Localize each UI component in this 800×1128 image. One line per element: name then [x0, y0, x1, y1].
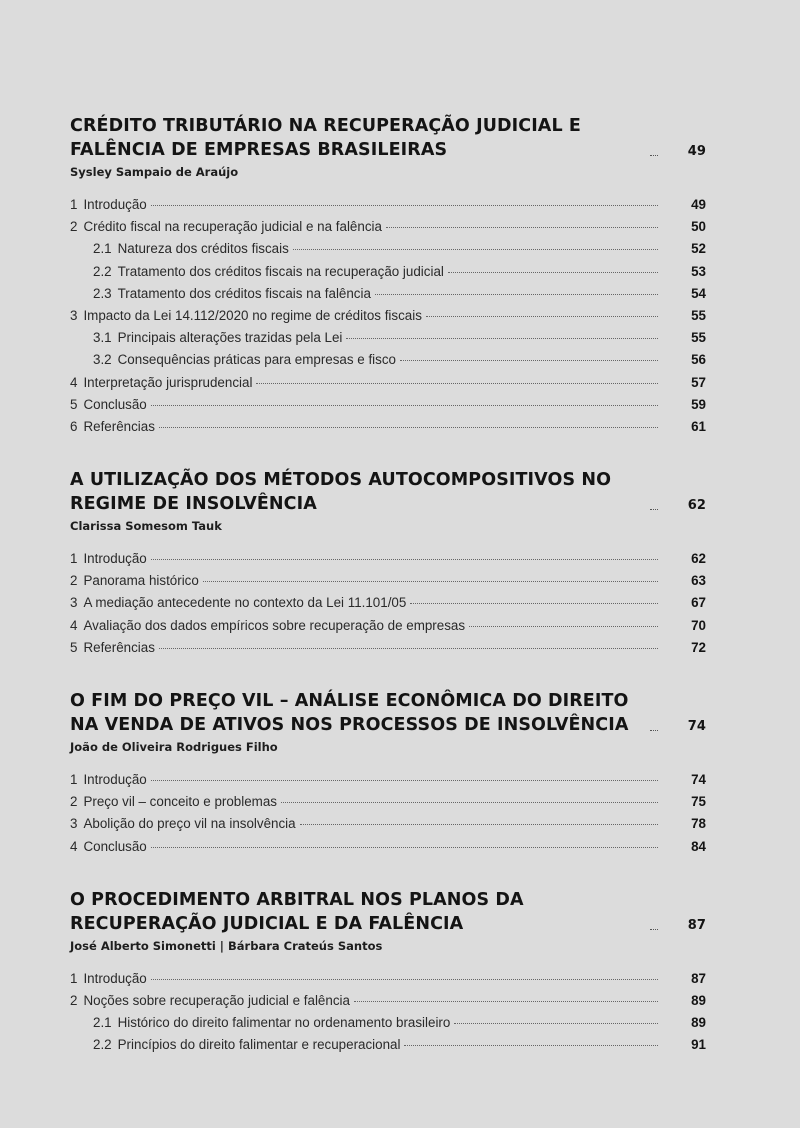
entry-title: Tratamento dos créditos fiscais na falência [117, 285, 371, 301]
entry-number: 3 [70, 816, 78, 832]
entry-number: 4 [70, 838, 78, 854]
entry-page-number: 62 [691, 551, 706, 567]
dot-leader [354, 1001, 658, 1002]
chapter-section [70, 888, 706, 1057]
chapter-page-number: 74 [687, 719, 706, 734]
dot-leader [159, 427, 658, 428]
entry-title: Referências [83, 639, 155, 655]
entry-number: 3.2 [93, 352, 112, 368]
entry-page-number: 59 [691, 396, 706, 412]
dot-leader [151, 205, 658, 206]
entry-page-number: 54 [691, 285, 706, 301]
entry-title: Referências [83, 418, 155, 434]
toc-entry[interactable] [70, 283, 706, 305]
dot-leader [151, 847, 658, 848]
entry-title: Consequências práticas para empresas e fisco [117, 352, 396, 368]
chapter-title: A UTILIZAÇÃO DOS MÉTODOS AUTOCOMPOSITIVOS NO REGIME DE INSOLVÊNCIA [70, 470, 612, 515]
dot-leader [650, 509, 658, 510]
dot-leader [159, 648, 658, 649]
toc-entry[interactable] [70, 1012, 706, 1034]
chapter-title: CRÉDITO TRIBUTÁRIO NA RECUPERAÇÃO JUDICIAL E FALÊNCIA DE EMPRESAS BRASILEIRAS [70, 116, 581, 160]
entry-number: 5 [70, 396, 78, 412]
dot-leader [151, 780, 658, 781]
entry-title: Noções sobre recuperação judicial e falência [83, 992, 350, 1008]
entry-page-number: 74 [691, 772, 706, 787]
entry-page-number: 56 [691, 352, 706, 368]
chapter-title-row[interactable] [70, 689, 706, 737]
dot-leader [426, 316, 658, 317]
dot-leader [375, 294, 658, 295]
toc-entry[interactable] [70, 1034, 706, 1056]
entry-number: 2 [70, 992, 78, 1008]
toc-entry[interactable] [70, 305, 706, 327]
chapter-title-row[interactable] [70, 114, 706, 162]
dot-leader [151, 405, 658, 406]
dot-leader [400, 360, 658, 361]
dot-leader [404, 1045, 658, 1046]
chapter-authors: Sysley Sampaio de Araújo [70, 165, 239, 179]
entry-page-number: 49 [691, 197, 706, 212]
toc-entry[interactable] [70, 349, 706, 371]
chapter-page-number: 62 [687, 498, 706, 514]
toc-entry[interactable] [70, 570, 706, 592]
chapter-page-number: 49 [687, 144, 706, 159]
toc-entry[interactable] [70, 813, 706, 835]
dot-leader [300, 824, 658, 825]
entry-page-number: 55 [691, 330, 706, 346]
toc-entry[interactable] [70, 615, 706, 637]
toc-entry[interactable] [70, 216, 706, 238]
entry-title: Conclusão [83, 396, 147, 412]
entry-page-number: 50 [691, 219, 706, 235]
entry-page-number: 89 [691, 992, 706, 1008]
dot-leader [151, 559, 658, 560]
entry-number: 5 [70, 639, 78, 655]
chapter-section [70, 114, 706, 438]
toc-entry[interactable] [70, 194, 706, 216]
entry-title: Introdução [83, 197, 147, 212]
dot-leader [469, 626, 658, 627]
entry-page-number: 70 [691, 617, 706, 633]
entry-number: 2 [70, 794, 78, 810]
toc-entry[interactable] [70, 327, 706, 349]
entry-number: 1 [70, 551, 78, 567]
toc-entry[interactable] [70, 548, 706, 570]
entry-page-number: 91 [691, 1037, 706, 1053]
chapter-section [70, 689, 706, 858]
entry-number: 2.1 [93, 1015, 112, 1031]
entry-page-number: 57 [691, 374, 706, 390]
toc-entry[interactable] [70, 836, 706, 858]
toc-entry[interactable] [70, 372, 706, 394]
entry-page-number: 78 [691, 816, 706, 832]
dot-leader [650, 929, 658, 930]
entry-number: 4 [70, 617, 78, 633]
entry-page-number: 53 [691, 263, 706, 279]
entry-number: 2.2 [93, 263, 112, 279]
entry-number: 6 [70, 418, 78, 434]
toc-entry[interactable] [70, 791, 706, 813]
entry-page-number: 55 [691, 307, 706, 323]
chapter-page-number: 87 [687, 917, 706, 933]
dot-leader [650, 155, 658, 156]
toc-entry[interactable] [70, 769, 706, 791]
entry-number: 3 [70, 595, 78, 611]
entry-page-number: 61 [691, 418, 706, 434]
entry-page-number: 52 [691, 241, 706, 257]
entry-number: 1 [70, 772, 78, 787]
dot-leader [256, 383, 658, 384]
dot-leader [448, 272, 658, 273]
entry-title: Introdução [83, 970, 147, 986]
toc-entry[interactable] [70, 968, 706, 990]
entry-title: Avaliação dos dados empíricos sobre recuperação de empresas [83, 617, 466, 633]
entry-number: 1 [70, 197, 78, 212]
entry-page-number: 87 [691, 970, 706, 986]
entry-number: 2.3 [93, 285, 112, 301]
chapter-section [70, 468, 706, 659]
dot-leader [203, 581, 658, 582]
entry-title: Natureza dos créditos fiscais [117, 241, 289, 257]
toc-entry[interactable] [70, 238, 706, 260]
entry-number: 1 [70, 970, 78, 986]
chapter-title: O FIM DO PREÇO VIL – ANÁLISE ECONÔMICA DO DIREITO NA VENDA DE ATIVOS NOS PROCESSOS DE INSOLVÊNCIA [70, 691, 629, 735]
entry-title: A mediação antecedente no contexto da Lei 11.101/05 [83, 595, 407, 611]
entry-page-number: 89 [691, 1015, 706, 1031]
entry-title: Introdução [83, 551, 147, 567]
dot-leader [410, 603, 658, 604]
entry-title: Abolição do preço vil na insolvência [83, 816, 296, 832]
dot-leader [281, 802, 658, 803]
toc-entry[interactable] [70, 592, 706, 614]
entry-number: 2 [70, 219, 78, 235]
entry-title: Princípios do direito falimentar e recuperacional [117, 1037, 401, 1053]
toc-entry[interactable] [70, 416, 706, 438]
toc-entry[interactable] [70, 990, 706, 1012]
dot-leader [151, 979, 658, 980]
chapter-authors: José Alberto Simonetti | Bárbara Crateús Santos [70, 938, 383, 953]
entry-title: Histórico do direito falimentar no ordenamento brasileiro [117, 1015, 451, 1031]
entry-page-number: 67 [691, 595, 706, 611]
table-of-contents [70, 114, 706, 1087]
chapter-authors: Clarissa Somesom Tauk [70, 519, 222, 534]
dot-leader [386, 227, 658, 228]
entry-page-number: 75 [691, 794, 706, 810]
chapter-title-row[interactable] [70, 468, 706, 516]
entry-title: Introdução [83, 772, 147, 787]
entry-number: 3.1 [93, 330, 112, 346]
toc-entry[interactable] [70, 637, 706, 659]
entry-number: 3 [70, 307, 78, 323]
dot-leader [293, 249, 658, 250]
chapter-title: O PROCEDIMENTO ARBITRAL NOS PLANOS DA RECUPERAÇÃO JUDICIAL E DA FALÊNCIA [70, 889, 524, 934]
entry-title: Panorama histórico [83, 573, 199, 589]
entry-number: 2 [70, 573, 78, 589]
entry-title: Principais alterações trazidas pela Lei [117, 330, 343, 346]
entry-page-number: 84 [691, 838, 706, 854]
entry-title: Impacto da Lei 14.112/2020 no regime de créditos fiscais [83, 307, 422, 323]
entry-title: Tratamento dos créditos fiscais na recuperação judicial [117, 263, 444, 279]
entry-number: 2.2 [93, 1037, 112, 1053]
entry-title: Preço vil – conceito e problemas [83, 794, 277, 810]
toc-entry[interactable] [70, 394, 706, 416]
entry-number: 2.1 [93, 241, 112, 257]
entry-page-number: 63 [691, 573, 706, 589]
entry-title: Crédito fiscal na recuperação judicial e na falência [83, 219, 382, 235]
entry-page-number: 72 [691, 639, 706, 655]
dot-leader [650, 730, 658, 731]
toc-entry[interactable] [70, 261, 706, 283]
chapter-authors: João de Oliveira Rodrigues Filho [70, 740, 278, 754]
dot-leader [454, 1023, 658, 1024]
entry-title: Interpretação jurisprudencial [83, 374, 253, 390]
entry-number: 4 [70, 374, 78, 390]
chapter-title-row[interactable] [70, 888, 706, 936]
dot-leader [346, 338, 658, 339]
entry-title: Conclusão [83, 838, 147, 854]
